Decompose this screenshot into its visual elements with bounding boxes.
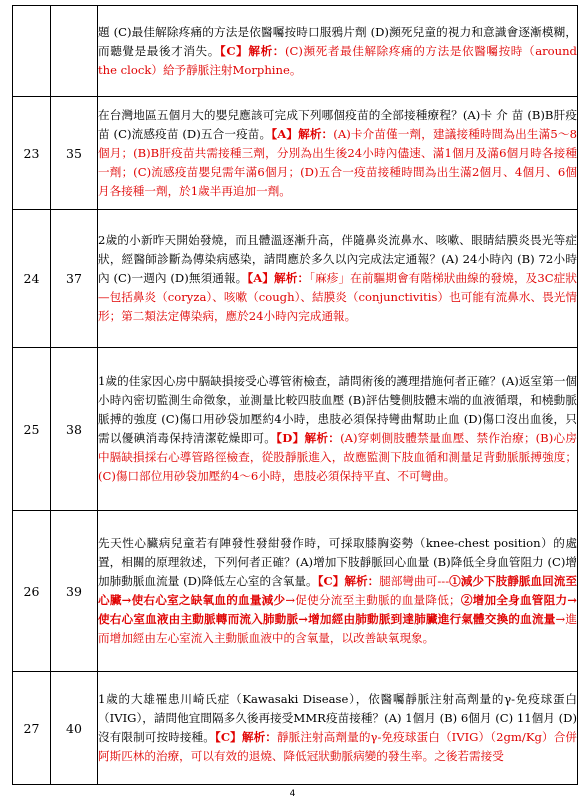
- answer-explanation: (A)卡介苗僅一劑，建議接種時間為出生滿5～8個月；(B)B肝疫苗共需接種三劑，分別為出生後24小時內儘速、滿1個月及滿6個月時各接種一劑；(C)流感疫苗嬰兒需年滿6個月；(D)五合一疫苗接種時間為出生滿2個月、4個月、6個月各接種一劑，於1歲半再追加一劑。: [98, 126, 577, 198]
- question-number-cell: 39: [51, 511, 98, 672]
- question-content-cell: [98, 511, 578, 672]
- answer-label: 【D】解析：: [276, 431, 341, 445]
- question-content-cell: [98, 97, 578, 210]
- table-row: [13, 97, 578, 210]
- question-content-cell: [98, 6, 578, 97]
- table-row: [13, 672, 578, 785]
- question-number-cell: 35: [51, 97, 98, 210]
- item-number-cell: 25: [13, 348, 51, 511]
- answer-explanation: (A)穿刺側肢體禁量血壓、禁作治療；(B)心房中膈缺損採右心導管路徑檢查，從股靜脈進入，故應監測下肢血循和測量足背動脈脈搏強度；(C)傷口部位用砂袋加壓約4～6小時，患肢必須保持平直、不可彎曲。: [98, 431, 577, 483]
- question-text: 先天性心臟病兒童若有陣發性發紺發作時，可採取膝胸姿勢（knee-chest position）的處置，相關的原理敘述，下列何者正確？(A)增加下肢靜脈回心血量 (B)降低全身血管阻力 (C)增加肺動脈血流量 (D)降低左心室的含氧量。: [98, 536, 577, 588]
- answer-explanation-middle: →促使分流至主動脈的血量降低；: [285, 593, 461, 607]
- item-number-cell: [13, 6, 51, 97]
- table-row: [13, 511, 578, 672]
- table-row: [13, 348, 578, 511]
- item-number-cell: 24: [13, 210, 51, 348]
- table-row: [13, 6, 578, 97]
- page-number: 4: [289, 789, 296, 799]
- question-table: [12, 5, 578, 785]
- question-text: 1歲的佳家因心房中膈缺損接受心導管術檢查，請問術後的護理措施何者正確？(A)返室第一個小時內密切監測生命徵象，並測量比較四肢血壓 (B)評估雙側肢體末端的血液循環，和橈動脈脈搏的強度 (C)傷口用砂袋加壓約4小時，患肢必須保持彎曲幫助止血 (D)傷口沒出血後，只需以優碘消毒保持清潔乾燥即可。: [98, 374, 577, 445]
- answer-explanation: (C)瀕死者最佳解除疼痛的方法是依醫囑按時（around the clock）給予靜脈注射Morphine。: [98, 43, 577, 77]
- question-content-cell: [98, 672, 578, 785]
- answer-explanation-point-1: ①減少下肢靜脈血回流至心臟→使右心室之缺氧血的血量減少: [98, 574, 577, 607]
- answer-label: 【C】解析：: [214, 730, 277, 744]
- table-row: [13, 210, 578, 348]
- question-text: 在台灣地區五個月大的嬰兒應該可完成下列哪個疫苗的全部接種療程？(A)卡 介 苗 (B)B肝疫苗 (C)流感疫苗 (D)五合一疫苗。: [98, 107, 577, 141]
- question-text: 2歲的小新昨天開始發燒，而且體溫逐漸升高，伴隨鼻炎流鼻水、咳嗽、眼睛結膜炎畏光等症狀，經醫師診斷為傳染病感染，請問應於多久以內完成法定通報？(A) 24小時內 (B) 72小時內 (C)一週內 (D)無須通報。: [98, 233, 577, 285]
- question-number-cell: [51, 6, 98, 97]
- answer-explanation-point-2: ②增加全身血管阻力→使右心室血液由主動脈轉而流入肺動脈→增加經由肺動脈到達肺臟進行氣體交換的血流量: [98, 593, 578, 626]
- question-text: 1歲的大雄罹患川崎氏症（Kawasaki Disease），依醫囑靜脈注射高劑量的γ-免疫球蛋白（IVIG），請問他宜間隔多久後再接受MMR疫苗接種？(A) 1個月 (B) 6個月 (C) 11個月 (D)沒有限制可按時接種。: [98, 692, 577, 744]
- answer-explanation: 靜脈注射高劑量的γ-免疫球蛋白（IVIG）（2gm/Kg）合併阿斯匹林的治療，可以有效的退燒、降低冠狀動脈病變的發生率。之後若需接受: [98, 730, 577, 763]
- answer-explanation-end: →進而增加經由左心室流入主動脈血液中的含氧量，以改善缺氧現象。: [98, 612, 578, 645]
- answer-explanation: 「麻疹」在前驅期會有階梯狀曲線的發燒，及3C症狀—包括鼻炎（coryza）、咳嗽（cough）、結膜炎（conjunctivitis）也可能有流鼻水、畏光情形；第二類法定傳染病，應於24小時內完成通報。: [98, 271, 578, 323]
- item-number-cell: 27: [13, 672, 51, 785]
- answer-label: 【A】解析：: [247, 271, 310, 285]
- item-number-cell: 26: [13, 511, 51, 672]
- answer-label: 【C】解析：: [317, 574, 380, 588]
- answer-label: 【A】解析：: [271, 126, 334, 141]
- item-number-cell: 23: [13, 97, 51, 210]
- answer-label: 【C】解析：: [219, 43, 285, 58]
- question-number-cell: 40: [51, 672, 98, 785]
- answer-explanation-intro: 腿部彎曲可---: [379, 574, 450, 588]
- question-content-cell: [98, 348, 578, 511]
- question-number-cell: 37: [51, 210, 98, 348]
- question-number-cell: 38: [51, 348, 98, 511]
- question-text: 題 (C)最佳解除疼痛的方法是依醫囑按時口服鴉片劑 (D)瀕死兒童的視力和意識會逐漸模糊，而聽覺是最後才消失。: [98, 24, 577, 58]
- question-content-cell: [98, 210, 578, 348]
